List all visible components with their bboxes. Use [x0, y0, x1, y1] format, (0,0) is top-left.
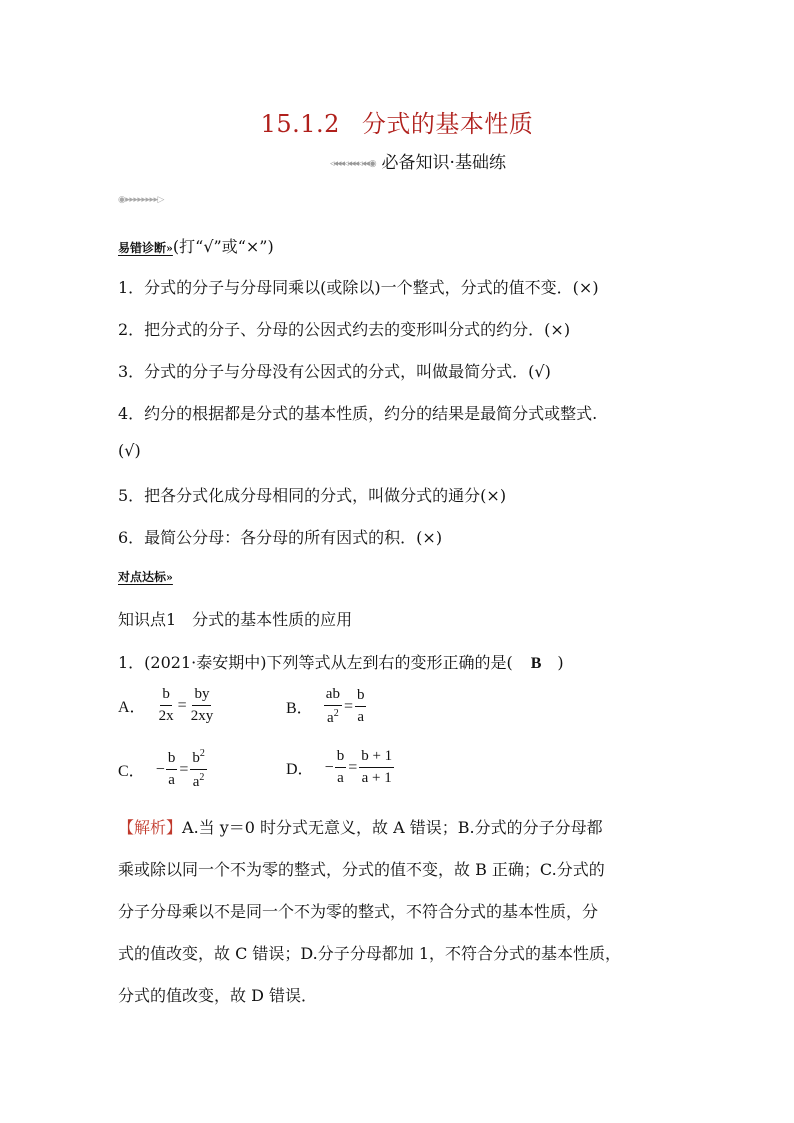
- practice-tag: 对点达标»: [118, 570, 173, 584]
- question-stem: 1．(2021·泰安期中)下列等式从左到右的变形正确的是( B ): [118, 653, 564, 672]
- analysis-line-3: 分子分母乘以不是同一个不为零的整式，不符合分式的基本性质，分: [118, 902, 599, 921]
- option-a: A． $\frac{b}{2x}$ = $\frac{by}{2xy}$: [118, 686, 214, 725]
- analysis-line-4: 式的值改变，故 C 错误；D.分子分母都加 1，不符合分式的基本性质，: [118, 944, 622, 963]
- fraction: $\frac{b}{a}$: [167, 750, 176, 789]
- diagnosis-header: [118, 234, 274, 257]
- fraction: $\frac{by}{2xy}$: [190, 686, 214, 725]
- fraction: $\frac{b}{2x}$: [158, 686, 174, 725]
- section-title: [0, 104, 794, 139]
- diagnosis-item-5: 5．把各分式化成分母相同的分式，叫做分式的通分(×): [118, 486, 507, 505]
- practice-header: [118, 566, 173, 585]
- analysis-line-1: 【解析】A.当 y＝0 时分式无意义，故 A 错误；B.分式的分子分母都: [118, 818, 603, 837]
- analysis-line-2: 乘或除以同一个不为零的整式，分式的值不变，故 B 正确；C.分式的: [118, 860, 605, 879]
- fraction: $\frac{b^2}{a^2}$: [192, 748, 205, 791]
- option-d: D． − $\frac{b}{a}$ = $\frac{b + 1}{a + 1}$: [286, 748, 393, 787]
- diagnosis-item-1: 1．分式的分子与分母同乘以(或除以)一个整式，分式的值不变．(×): [118, 278, 599, 297]
- diagnosis-item-6: 6．最简公分母：各分母的所有因式的积．(×): [118, 528, 443, 547]
- diagnosis-item-4-cont: (√): [118, 441, 141, 460]
- section-number: 15.1.2: [260, 110, 340, 138]
- fraction: $\frac{b}{a}$: [336, 748, 345, 787]
- diagnosis-tag: 易错诊断»: [118, 241, 173, 255]
- section-name: 分式的基本性质: [361, 110, 534, 138]
- arrow-decoration-icon: ◃◂◂◂◃◂◂◂◃◂◂◉: [330, 159, 376, 169]
- subtitle-text: 必备知识·基础练: [381, 153, 506, 173]
- diagnosis-item-4: 4．约分的根据都是分式的基本性质，约分的结果是最简分式或整式.: [118, 404, 598, 423]
- diagnosis-item-2: 2．把分式的分子、分母的公因式约去的变形叫分式的约分．(×): [118, 320, 571, 339]
- diagnosis-instruction: (打“√”或“×”): [172, 237, 274, 256]
- option-c: C． − $\frac{b}{a}$ = $\frac{b^2}{a^2}$: [118, 748, 205, 791]
- fraction: $\frac{ab}{a^2}$: [325, 686, 340, 727]
- fraction: $\frac{b + 1}{a + 1}$: [361, 748, 393, 787]
- analysis-tag: 【解析】: [118, 818, 183, 837]
- diagnosis-item-3: 3．分式的分子与分母没有公因式的分式，叫做最简分式．(√): [118, 362, 551, 381]
- knowledge-point: 知识点1 分式的基本性质的应用: [118, 610, 353, 629]
- analysis-line-5: 分式的值改变，故 D 错误．: [118, 986, 318, 1005]
- option-b: B． $\frac{ab}{a^2}$ = $\frac{b}{a}$: [286, 686, 365, 727]
- dots-decoration-icon: ◉▸▸▸▸▸▸▸▸▷: [118, 195, 164, 205]
- fraction: $\frac{b}{a}$: [356, 687, 365, 726]
- answer-letter: B: [530, 655, 542, 672]
- subtitle: [330, 148, 506, 173]
